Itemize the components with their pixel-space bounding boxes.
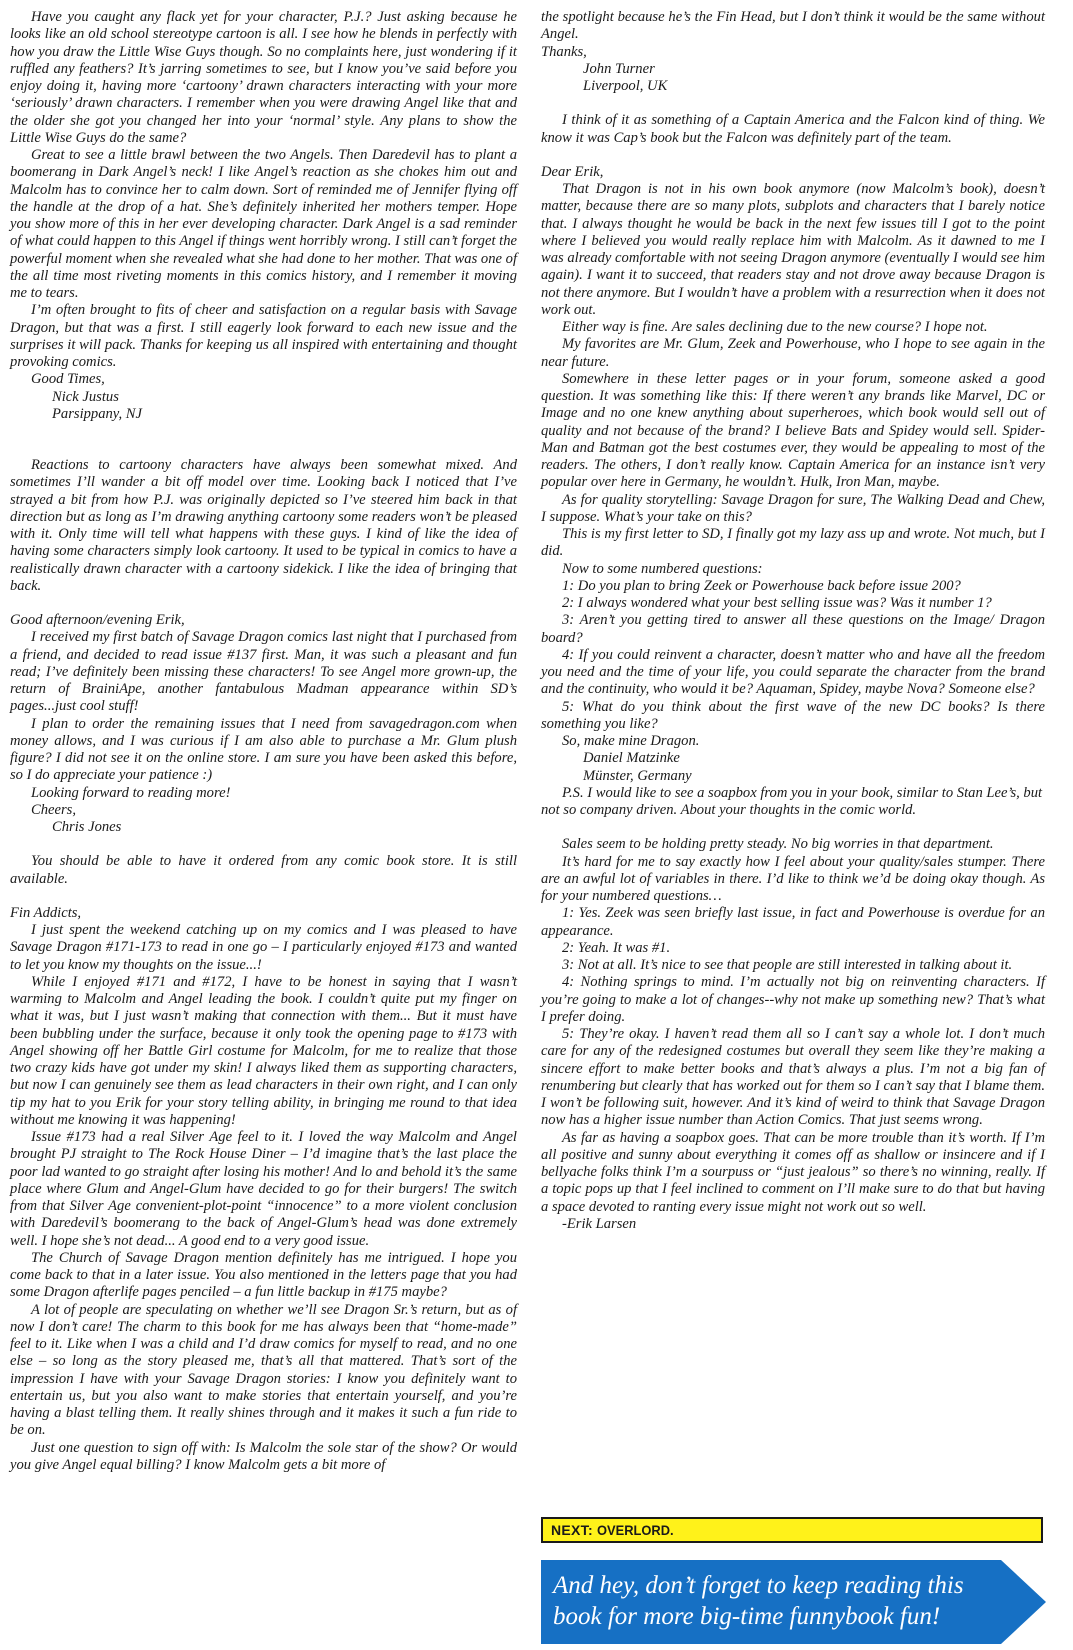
right-paragraph: This is my first letter to SD, I finally got my lazy ass up and wrote. Not much, but I did.	[541, 526, 1045, 560]
letters-column-right	[541, 9, 1045, 1233]
right-signature-line: Daniel Matzinke	[583, 750, 680, 767]
left-paragraph: Issue #173 had a real Silver Age feel to it. I loved the way Malcolm and Angel brought PJ straight to The Rock House Diner – I’d imagine that’s the last place the poor lad wanted to go straight after losing his mother! And lo and behold it’s the same place where Glum and Angel-Glum have decided to go for their burgers! The switch from that Silver Age convenient-plot-point “innocence” to a more violent conclusion with Daredevil’s boomerang to the back of Angel-Glum’s head was done extremely well. I hope she’s not dead... A good end to a very good issue.	[10, 1129, 517, 1249]
left-paragraph: Just one question to sign off with: Is Malcolm the sole star of the show? Or would you give Angel equal billing? I know Malcolm gets a bit more of	[10, 1439, 517, 1473]
right-paragraph: 1: Do you plan to bring Zeek or Powerhouse back before issue 200?	[562, 577, 961, 594]
left-signature-line: Parsippany, NJ	[52, 405, 142, 422]
right-signature-line: Münster, Germany	[583, 767, 692, 784]
left-salutation-line: Good afternoon/evening Erik,	[10, 612, 185, 628]
right-paragraph: 5: What do you think about the first wave of the new DC books? Is there something you like?	[541, 698, 1045, 732]
promo-text: And hey, don’t forget to keep reading this book for more big-time funnybook fun!	[553, 1572, 964, 1630]
right-paragraph: 4: If you could reinvent a character, doesn’t matter who and have all the freedom you need and the time of your life, you could separate the character from the brand and the continuity, who would it be? Aquaman, Spidey, maybe Nova? Someone else?	[541, 646, 1045, 698]
right-paragraph: It’s hard for me to say exactly how I feel about your quality/sales stumper. There are an awful lot of variables in there. I’d like to think we’d be doing okay though. As for your numbered questions…	[541, 853, 1045, 904]
paragraph-spacer	[10, 595, 517, 612]
letters-column-left	[10, 9, 517, 1474]
left-paragraph: Great to see a little brawl between the two Angels. Then Daredevil has to plant a boomerang in Dark Angel’s neck! I like Angel’s reaction as she chokes him out and Malcolm has to convince her to calm down. Sort of reminded me of Jennifer flying off the handle at the drop of a hat. She’s definitely inherited her mothers temper. Hope you show more of this in her ever developing character. Dark Angel is a sad reminder of what could happen to this Angel if things went horribly wrong. I still can’t forget the powerful moment when she revealed what she had done to her mother. That was one of the all time most riveting moments in this comics history, and I remember it moving me to tears.	[10, 147, 517, 301]
paragraph-spacer	[541, 147, 1045, 164]
right-signature-line: -Erik Larsen	[562, 1215, 637, 1232]
left-salutation-line: Fin Addicts,	[10, 904, 82, 921]
paragraph-spacer	[10, 836, 517, 853]
left-signature-line: Cheers,	[31, 801, 76, 818]
right-paragraph: 5: They’re okay. I haven’t read them all so I can’t say a whole lot. I don’t much care for any of the redesigned costumes but overall they seem like they’re making a sincere effort to make better books and that’s always a plus. I’m not a big fan of renumbering but clearly that has worked out for them so I can’t say that I blame them. I won’t be following suit, however. And it’s kind of weird to think that Savage Dragon now has a higher issue number than Action Comics. That just seems wrong.	[541, 1026, 1045, 1129]
right-paragraph: 3: Aren’t you getting tired to answer all these questions on the Image/ Dragon board?	[541, 612, 1045, 646]
right-salutation-line: the spotlight because he’s the Fin Head, but I don’t think it would be the same without Angel.	[541, 9, 1045, 43]
left-paragraph: I’m often brought to fits of cheer and satisfaction on a regular basis with Savage Dragon, but that was a first. I still eagerly look forward to each new issue and the surprises it will pack. Thanks for keeping us all inspired with entertaining and thought provoking comics.	[10, 302, 517, 370]
left-paragraph: I plan to order the remaining issues that I need from savagedragon.com when money allows, and I was curious if I am also able to purchase a Mr. Glum plush figure? I did not see it on the online store. I am sure you have been asked this before, so I do appreciate your patience :)	[10, 715, 517, 784]
left-paragraph: A lot of people are speculating on whether we’ll see Dragon Sr.’s return, but as of now I don’t care! The charm to this book for me has always been that “home-made” feel to it. Like when I was a child and I’d draw comics for myself to read, and no one else – so long as the story pleased me, that’s all that mattered. That’s sort of the impression I have with your Savage Dragon stories: I know you definitely want to entertain us, but you also want to make stories that entertain yourself, and you’re having a blast telling them. It really shines through and it makes it such a fun ride to be on.	[10, 1301, 517, 1439]
left-paragraph: Have you caught any flack yet for your character, P.J.? Just asking because he looks like an old school stereotype cartoon is all. I see how he blends in perfectly with how you draw the Little Wise Guys though. So no complaints here, just wondering if it ruffled any feathers? It’s jarring sometimes to see, but I know you’ve said before you enjoy doing it, having more ‘cartoony’ drawn characters interacting with your more ‘seriously’ drawn characters. I remember when you were drawing Angel like that and the older she got you changed her into your ‘normal’ style. Any plans to show the Little Wise Guys do the same?	[10, 9, 517, 146]
right-paragraph: My favorites are Mr. Glum, Zeek and Powerhouse, who I hope to see again in the near future.	[541, 336, 1045, 370]
left-paragraph: I received my first batch of Savage Dragon comics last night that I purchased from a friend, and decided to read issue #137 first. Man, it was such a pleasant and fun read; I’ve definitely been missing these characters! To see Angel more grown-up, the return of BrainiApe, another fantabulous Madman appearance within SD’s pages...just cool stuff!	[10, 629, 517, 715]
left-paragraph: Reactions to cartoony characters have always been somewhat mixed. And sometimes I’ll wander a bit off model over time. Looking back I noticed that I’ve strayed a bit from how P.J. was originally depicted so I’ve steered him back in that direction but as long as I’m drawing anything cartoony some readers won’t be pleased with it. Only time will tell what happens with these guys. I kind of like the idea of having some characters simply look cartoony. It used to be typical in comics to have a realistically drawn character with a cartoony sidekick. I like the idea of bringing that back.	[10, 457, 517, 594]
right-signature-line: So, make mine Dragon.	[562, 733, 700, 749]
left-paragraph: The Church of Savage Dragon mention definitely has me intrigued. I hope you come back to that in a later issue. You also mentioned in the letters page that you had some Dragon afterlife pages penciled – a fun little backup in #175 maybe?	[10, 1249, 517, 1301]
next-label: NEXT:	[551, 1522, 593, 1538]
right-paragraph: Somewhere in these letter pages or in your forum, someone asked a good question. It was something like this: If there weren’t any brands like Marvel, DC or Image and no one knew anything about superheroes, which book would sell out of quality and not because of the brand? I believe Bats and Spidey would sell. Spider-Man and Batman got the best costumes ever, they would be appealing to most of the readers. The others, I don’t really know. Captain America for an instance isn’t very popular over here in Germany, he wouldn’t. Hulk, Iron Man, maybe.	[541, 370, 1045, 491]
left-paragraph: You should be able to have it ordered from any comic book store. It is still available.	[10, 853, 517, 887]
left-paragraph: I just spent the weekend catching up on my comics and I was pleased to have Savage Dragon #171-173 to read in one go – I particularly enjoyed #173 and wanted to let you know my thoughts on the issue...!	[10, 922, 517, 973]
left-paragraph: While I enjoyed #171 and #172, I have to be honest in saying that I wasn’t warming to Malcolm and Angel leading the book. I couldn’t quite put my finger on what it was, but I just wasn’t making that connection with them... But it must have been bubbling under the surface, because it only took the opening page to #173 with Angel showing off her Battle Girl costume for Malcolm, for me to realize that those two crazy kids have got under my skin! I always liked them as supporting characters, but now I can genuinely see them as lead characters in their own right, and I can only tip my hat to you Erik for your story telling ability, in bringing me round to that idea without me knowing it was happening!	[10, 973, 517, 1128]
paragraph-spacer	[541, 819, 1045, 836]
right-paragraph: P.S. I would like to see a soapbox from you in your book, similar to Stan Lee’s, but not so company driven. About your thoughts in the comic world.	[541, 784, 1043, 818]
right-signature-line: John Turner	[583, 60, 655, 77]
left-signature-line: Good Times,	[31, 371, 105, 388]
left-signature-line: Looking forward to reading more!	[31, 784, 231, 801]
right-paragraph: 4: Nothing springs to mind. I’m actually not big on reinventing characters. If you’re going to make a lot of changes--why not make up something new? That’s what I prefer doing.	[541, 974, 1045, 1025]
right-paragraph: Now to some numbered questions:	[562, 560, 763, 577]
right-paragraph: 1: Yes. Zeek was seen briefly last issue, in fact and Powerhouse is overdue for an appearance.	[541, 905, 1045, 939]
promo-arrow-banner	[541, 1560, 1051, 1644]
next-issue-title: OVERLORD.	[596, 1522, 674, 1538]
right-salutation-line: Dear Erik,	[541, 163, 604, 180]
paragraph-spacer	[10, 440, 517, 457]
right-paragraph: 3: Not at all. It’s nice to see that people are still interested in talking about it.	[562, 957, 1013, 973]
right-paragraph: As far as having a soapbox goes. That can be more trouble than it’s worth. If I’m all positive and sunny about everything it comes off as shallow or insincere and if I bellyache folks think I’m a sourpuss or “just jealous” so there’s no winning, really. If a topic pops up that I feel inclined to comment on I’ll make sure to do that but having a space devoted to ranting every issue might not work out so well.	[541, 1129, 1045, 1215]
right-paragraph: 2: I always wondered what your best selling issue was? Was it number 1?	[562, 595, 992, 611]
paragraph-spacer	[10, 888, 517, 905]
right-paragraph: Sales seem to be holding pretty steady. No big worries in that department.	[562, 836, 994, 853]
right-signature-line: Liverpool, UK	[583, 78, 668, 94]
right-paragraph: As for quality storytelling: Savage Dragon for sure, The Walking Dead and Chew, I suppose. What’s your take on this?	[541, 491, 1045, 525]
paragraph-spacer	[541, 95, 1045, 112]
next-issue-box	[541, 1517, 1043, 1543]
paragraph-spacer	[10, 423, 517, 440]
right-salutation-line: Thanks,	[541, 43, 587, 60]
left-signature-line: Nick Justus	[52, 388, 119, 405]
right-paragraph: 2: Yeah. It was #1.	[562, 939, 671, 956]
right-paragraph: That Dragon is not in his own book anymore (now Malcolm’s book), doesn’t matter, because there are so many plots, subplots and characters that I barely notice that. I always thought he would be back in the next few issues till I got to the point where I believed you would really replace him with Malcolm. As it dawned to me I was already comfortable with not seeing Dragon anymore (eventually I would see him again). I want it to succeed, that readers stay and not drove away because Dragon is not there anymore. But I wouldn’t have a problem with a resurrection when it does not work out.	[541, 181, 1045, 318]
right-paragraph: I think of it as something of a Captain America and the Falcon kind of thing. We know it was Cap’s book but the Falcon was definitely part of the team.	[541, 112, 1045, 146]
left-signature-line: Chris Jones	[52, 819, 122, 835]
right-paragraph: Either way is fine. Are sales declining due to the new course? I hope not.	[562, 319, 988, 335]
